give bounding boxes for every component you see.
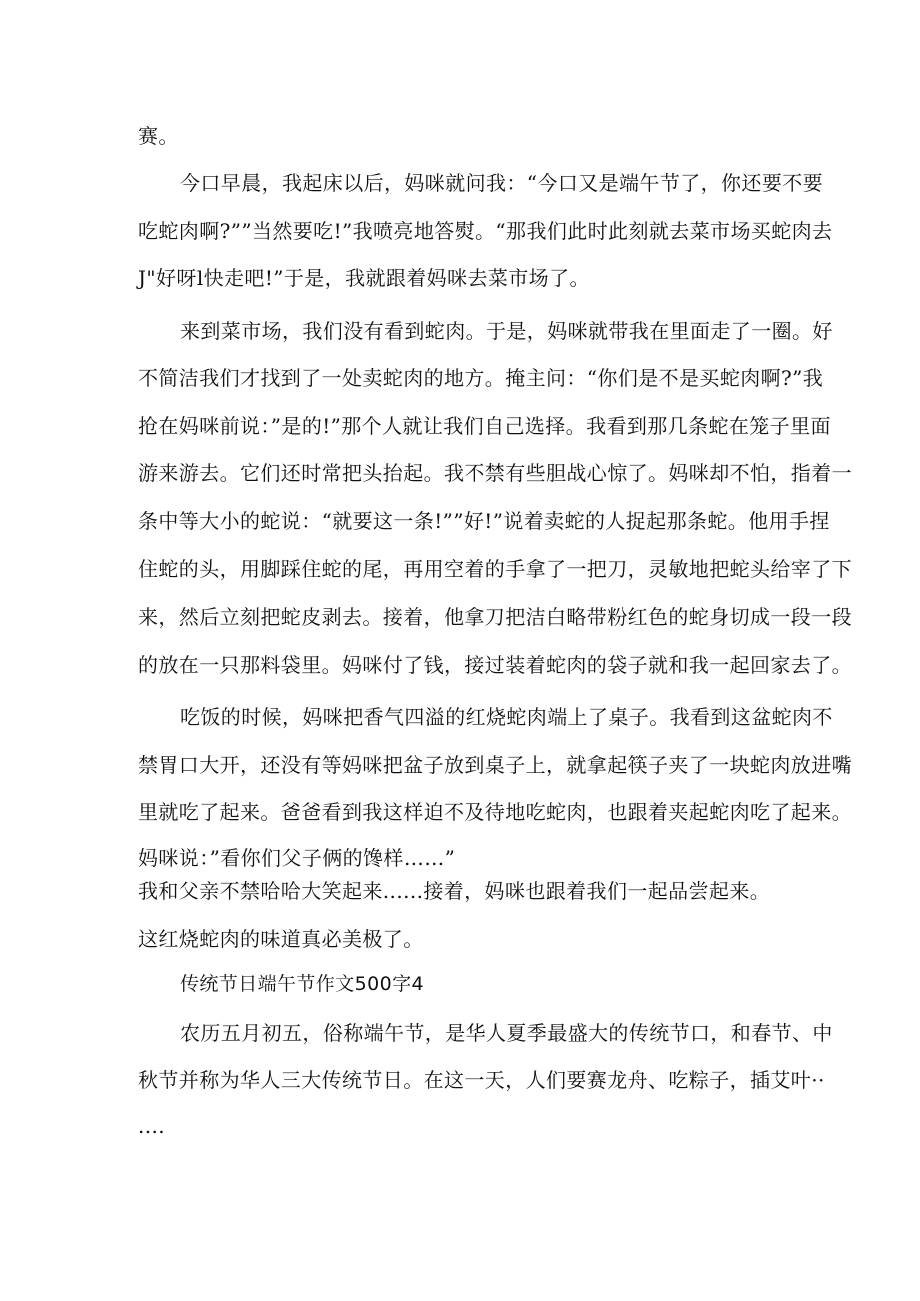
text-line: 我和父亲不禁哈哈大笑起来......接着，妈咪也跟着我们一起品尝起来。 [138,879,771,903]
text-line: 条中等大小的蛇说：“就要这一条!””好!”说着卖蛇的人捉起那条蛇。他用手捏 [138,509,830,533]
text-line: 不简洁我们才找到了一处卖蛇肉的地方。掩主问：“你们是不是买蛇肉啊?”我 [138,366,824,390]
text-line: 秋节并称为华人三大传统节日。在这一天，人们要赛龙舟、吃粽子，插艾叶·· [138,1068,825,1092]
section-heading: 传统节日端午节作文500字4 [180,973,424,995]
text-line: 的放在一只那料袋里。妈咪付了钱，接过装着蛇肉的袋子就和我一起回家去了。 [138,653,852,677]
paragraph-start-line: 农历五月初五，俗称端午节，是华人夏季最盛大的传统节口，和春节、中 [180,1021,833,1045]
text-line: 禁胃口大开，还没有等妈咪把盆子放到桌子上，就拿起筷子夹了一块蛇肉放进嘴 [138,753,852,777]
text-line: 这红烧蛇肉的味道真必美极了。 [138,927,424,951]
text-line: 住蛇的头，用脚踩住蛇的尾，再用空着的手拿了一把刀，灵敏地把蛇头给宰了下 [138,557,852,581]
text-line: .... [138,1114,166,1138]
text-line: 抢在妈咪前说：”是的!”那个人就让我们自己选择。我看到那几条蛇在笼子里面 [138,414,831,438]
paragraph-start-line: 今口早晨，我起床以后，妈咪就问我：“今口又是端午节了，你还要不要 [180,171,824,195]
text-line: 里就吃了起来。爸爸看到我这样迫不及待地吃蛇肉，也跟着夹起蛇肉吃了起来。 [138,800,852,824]
text-line: 赛。 [138,124,179,148]
text-line: 游来游去。它们还时常把头抬起。我不禁有些胆战心惊了。妈咪却不怕，指着一 [138,461,852,485]
paragraph-start-line: 来到菜市场，我们没有看到蛇肉。于是，妈咪就带我在里面走了一圈。好 [180,319,833,343]
paragraph-start-line: 吃饭的时候，妈咪把香气四溢的红烧蛇肉端上了桌子。我看到这盆蛇肉不 [180,705,833,729]
text-line: J"好呀l快走吧!”于是，我就跟着妈咪去菜市场了。 [138,266,590,290]
text-line: 妈咪说：”看你们父子俩的馋样……” [138,846,456,870]
text-line: 吃蛇肉啊?””当然要吃!”我喷亮地答熨。“那我们此时此刻就去菜市场买蛇肉去 [138,219,833,243]
text-line: 来，然后立刻把蛇皮剥去。接着，他拿刀把洁白略带粉红色的蛇身切成一段一段 [138,605,852,629]
